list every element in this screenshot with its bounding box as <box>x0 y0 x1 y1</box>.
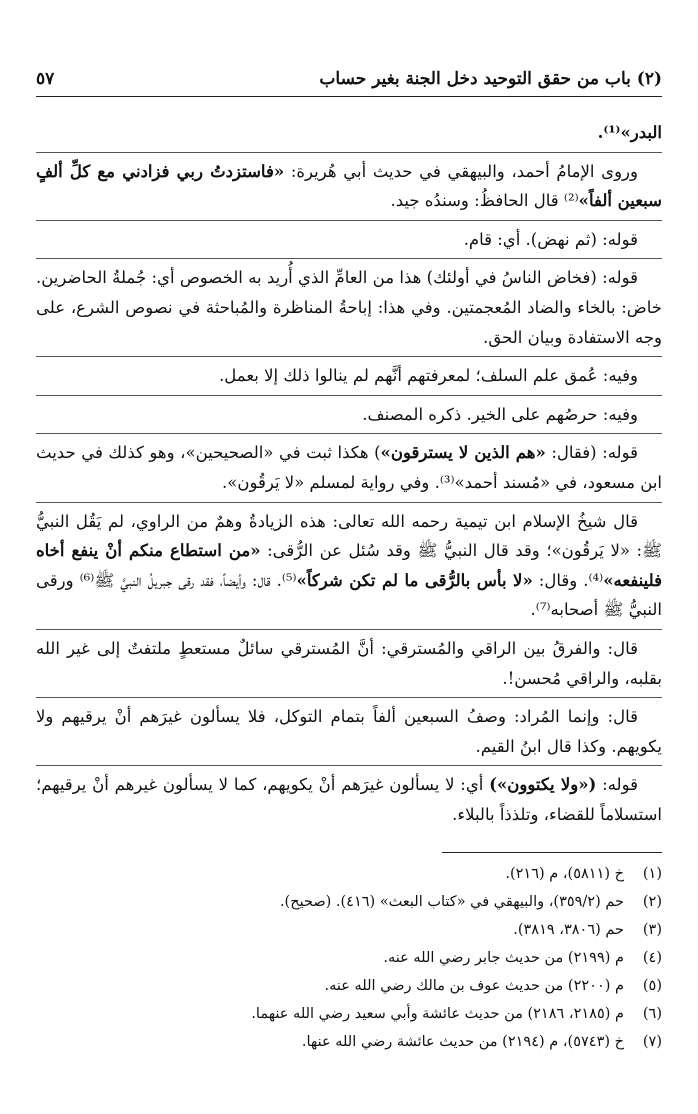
footnote-number: (٢) <box>642 894 662 910</box>
text-run: قوله: (فقال: <box>545 443 638 463</box>
footnote-text: م (٢٢٠٠) من حديث عوف بن مالك رضي الله عنه. <box>324 978 624 994</box>
hadith-quote: «هم الذين لا يسترقون» <box>380 443 546 463</box>
footnote-item <box>36 916 662 944</box>
paragraph-separator <box>36 395 662 396</box>
hadith-quote: «لا بأس بالرُّقى ما لم تكن شركاً» <box>296 570 533 590</box>
footnote-text: خ (٥٧٤٣)، م (٢١٩٤) من حديث عائشة رضي الله عنها. <box>301 1034 624 1050</box>
footnote-number: (٤) <box>642 950 662 966</box>
paragraph-7 <box>36 438 662 497</box>
hadith-quote: («ولا يكتوون») <box>489 775 597 795</box>
footnote-text: حم (٣٥٩/٢)، والبيهقي في «كتاب البعث» (٤١٦). (صحيح). <box>279 894 624 910</box>
footnote-text: م (٢١٨٥، ٢١٨٦) من حديث عائشة وأبي سعيد رضي الله عنهما. <box>251 1006 624 1022</box>
text-run: ⁽⁵⁾. قال: وأيضاً، فقد رقى جبريلُ النبيَّ ﷺ⁽⁶⁾ ورقى النبيُّ ﷺ أصحابه⁽⁷⁾. <box>36 570 662 620</box>
paragraph-separator <box>36 433 662 434</box>
paragraph-separator <box>36 356 662 357</box>
text-run: ⁽⁴⁾. وقال: <box>532 570 604 590</box>
paragraph-separator <box>36 152 662 153</box>
text-run: قوله: <box>596 775 638 795</box>
page-header <box>36 62 662 97</box>
hadith-quote: «فاستزدتُ ربي فزادني مع كلِّ ألفٍ سبعين ألفاً» <box>36 161 662 211</box>
paragraph-11 <box>36 770 662 829</box>
paragraph-separator <box>36 629 662 630</box>
paragraph-10: قال: وإنما المُراد: وصفُ السبعين ألفاً بتمام التوكل، فلا يسألون غيرَهم أنْ يرقيهم ولا يكويهم. وكذا قال ابنُ القيم. <box>36 707 662 756</box>
paragraph-1 <box>36 118 662 148</box>
paragraph-5: وفيه: عُمق علم السلف؛ لمعرفتهم أنَّهم لم ينالوا ذلك إلا بعمل. <box>219 366 638 386</box>
paragraph-8 <box>36 507 662 625</box>
footnote-item <box>36 1028 662 1056</box>
paragraph-4: قوله: (فخاض الناسُ في أولئك) هذا من العامِّ الذي أُريد به الخصوص أي: جُملةُ الحاضرين. خاض: بالخاء والضاد المُعجمتين. وفي هذا: إباحةُ المناظرة والمُباحثة في نصوص الشرع، على وجه الاستفادة وبيان الحق. <box>36 268 662 347</box>
text-run: قال شيخُ الإسلام ابن تيمية رحمه الله تعالى: هذه الزيادةُ وهمٌ من الراوي، لم يَقُل النبيُّ ﷺ: «لا يَرقُون»؛ وقد قال النبيُّ ﷺ وقد سُئل عن الرُّقى: <box>36 511 662 561</box>
footnote-number: (١) <box>642 866 662 882</box>
paragraph-3: قوله: (ثم نهض). أي: قام. <box>463 229 638 249</box>
paragraph-separator <box>36 765 662 766</box>
footnote-item <box>36 944 662 972</box>
footnote-number: (٦) <box>642 1006 662 1022</box>
continuation-text: البدر»⁽¹⁾. <box>597 123 662 142</box>
text-run: وروى الإمامُ أحمد، والبيهقي في حديث أبي هُريرة: <box>284 161 638 181</box>
footnote-rule <box>442 852 662 853</box>
paragraph-separator <box>36 502 662 503</box>
paragraph-2 <box>36 157 662 216</box>
paragraph-separator <box>36 258 662 259</box>
paragraph-9: قال: والفرقُ بين الراقي والمُسترقي: أنَّ المُسترقي سائلٌ مستعطٍ ملتفتٌ إلى غير الله بقلبه، والراقي مُحسن!. <box>36 638 662 688</box>
footnote-text: م (٢١٩٩) من حديث جابر رضي الله عنه. <box>383 950 624 966</box>
footnote-item <box>36 888 662 916</box>
chapter-title: (٢) باب من حقق التوحيد دخل الجنة بغير حساب <box>319 69 662 89</box>
footnote-number: (٥) <box>642 978 662 994</box>
footnote-text: خ (٥٨١١)، م (٢١٦). <box>505 866 624 882</box>
text-run: ) هكذا ثبت في «الصحيحين»، وهو كذلك في حديث ابن مسعود، في «مُسند أحمد»⁽³⁾. وفي رواية لمسلم «لا يَرقُون». <box>36 443 662 492</box>
footnote-item <box>36 1000 662 1028</box>
paragraph-6: وفيه: حرصُهم على الخير. ذكره المصنف. <box>362 404 638 424</box>
footnote-number: (٧) <box>642 1034 662 1050</box>
footnote-number: (٣) <box>642 922 662 938</box>
body-text <box>36 118 662 829</box>
footnote-item <box>36 972 662 1000</box>
footnote-text: حم (٣٨٠٦، ٣٨١٩). <box>513 922 624 938</box>
footnote-item <box>36 860 662 888</box>
paragraph-separator <box>36 697 662 698</box>
page-number: ٥٧ <box>36 69 55 89</box>
text-run: أي: لا يسألون غيرَهم أنْ يكويهم، كما لا يسألون غيرهم أنْ يرقيهم؛ استسلاماً للقضاء، وتلذذاً بالبلاء. <box>36 775 662 824</box>
text-run: ⁽²⁾ قال الحافظُ: وسندُه جيد. <box>390 191 579 211</box>
paragraph-separator <box>36 220 662 221</box>
hadith-quote: «من استطاع منكم أنْ ينفع أخاه فلينفعه» <box>36 541 662 590</box>
footnotes <box>36 860 662 1056</box>
